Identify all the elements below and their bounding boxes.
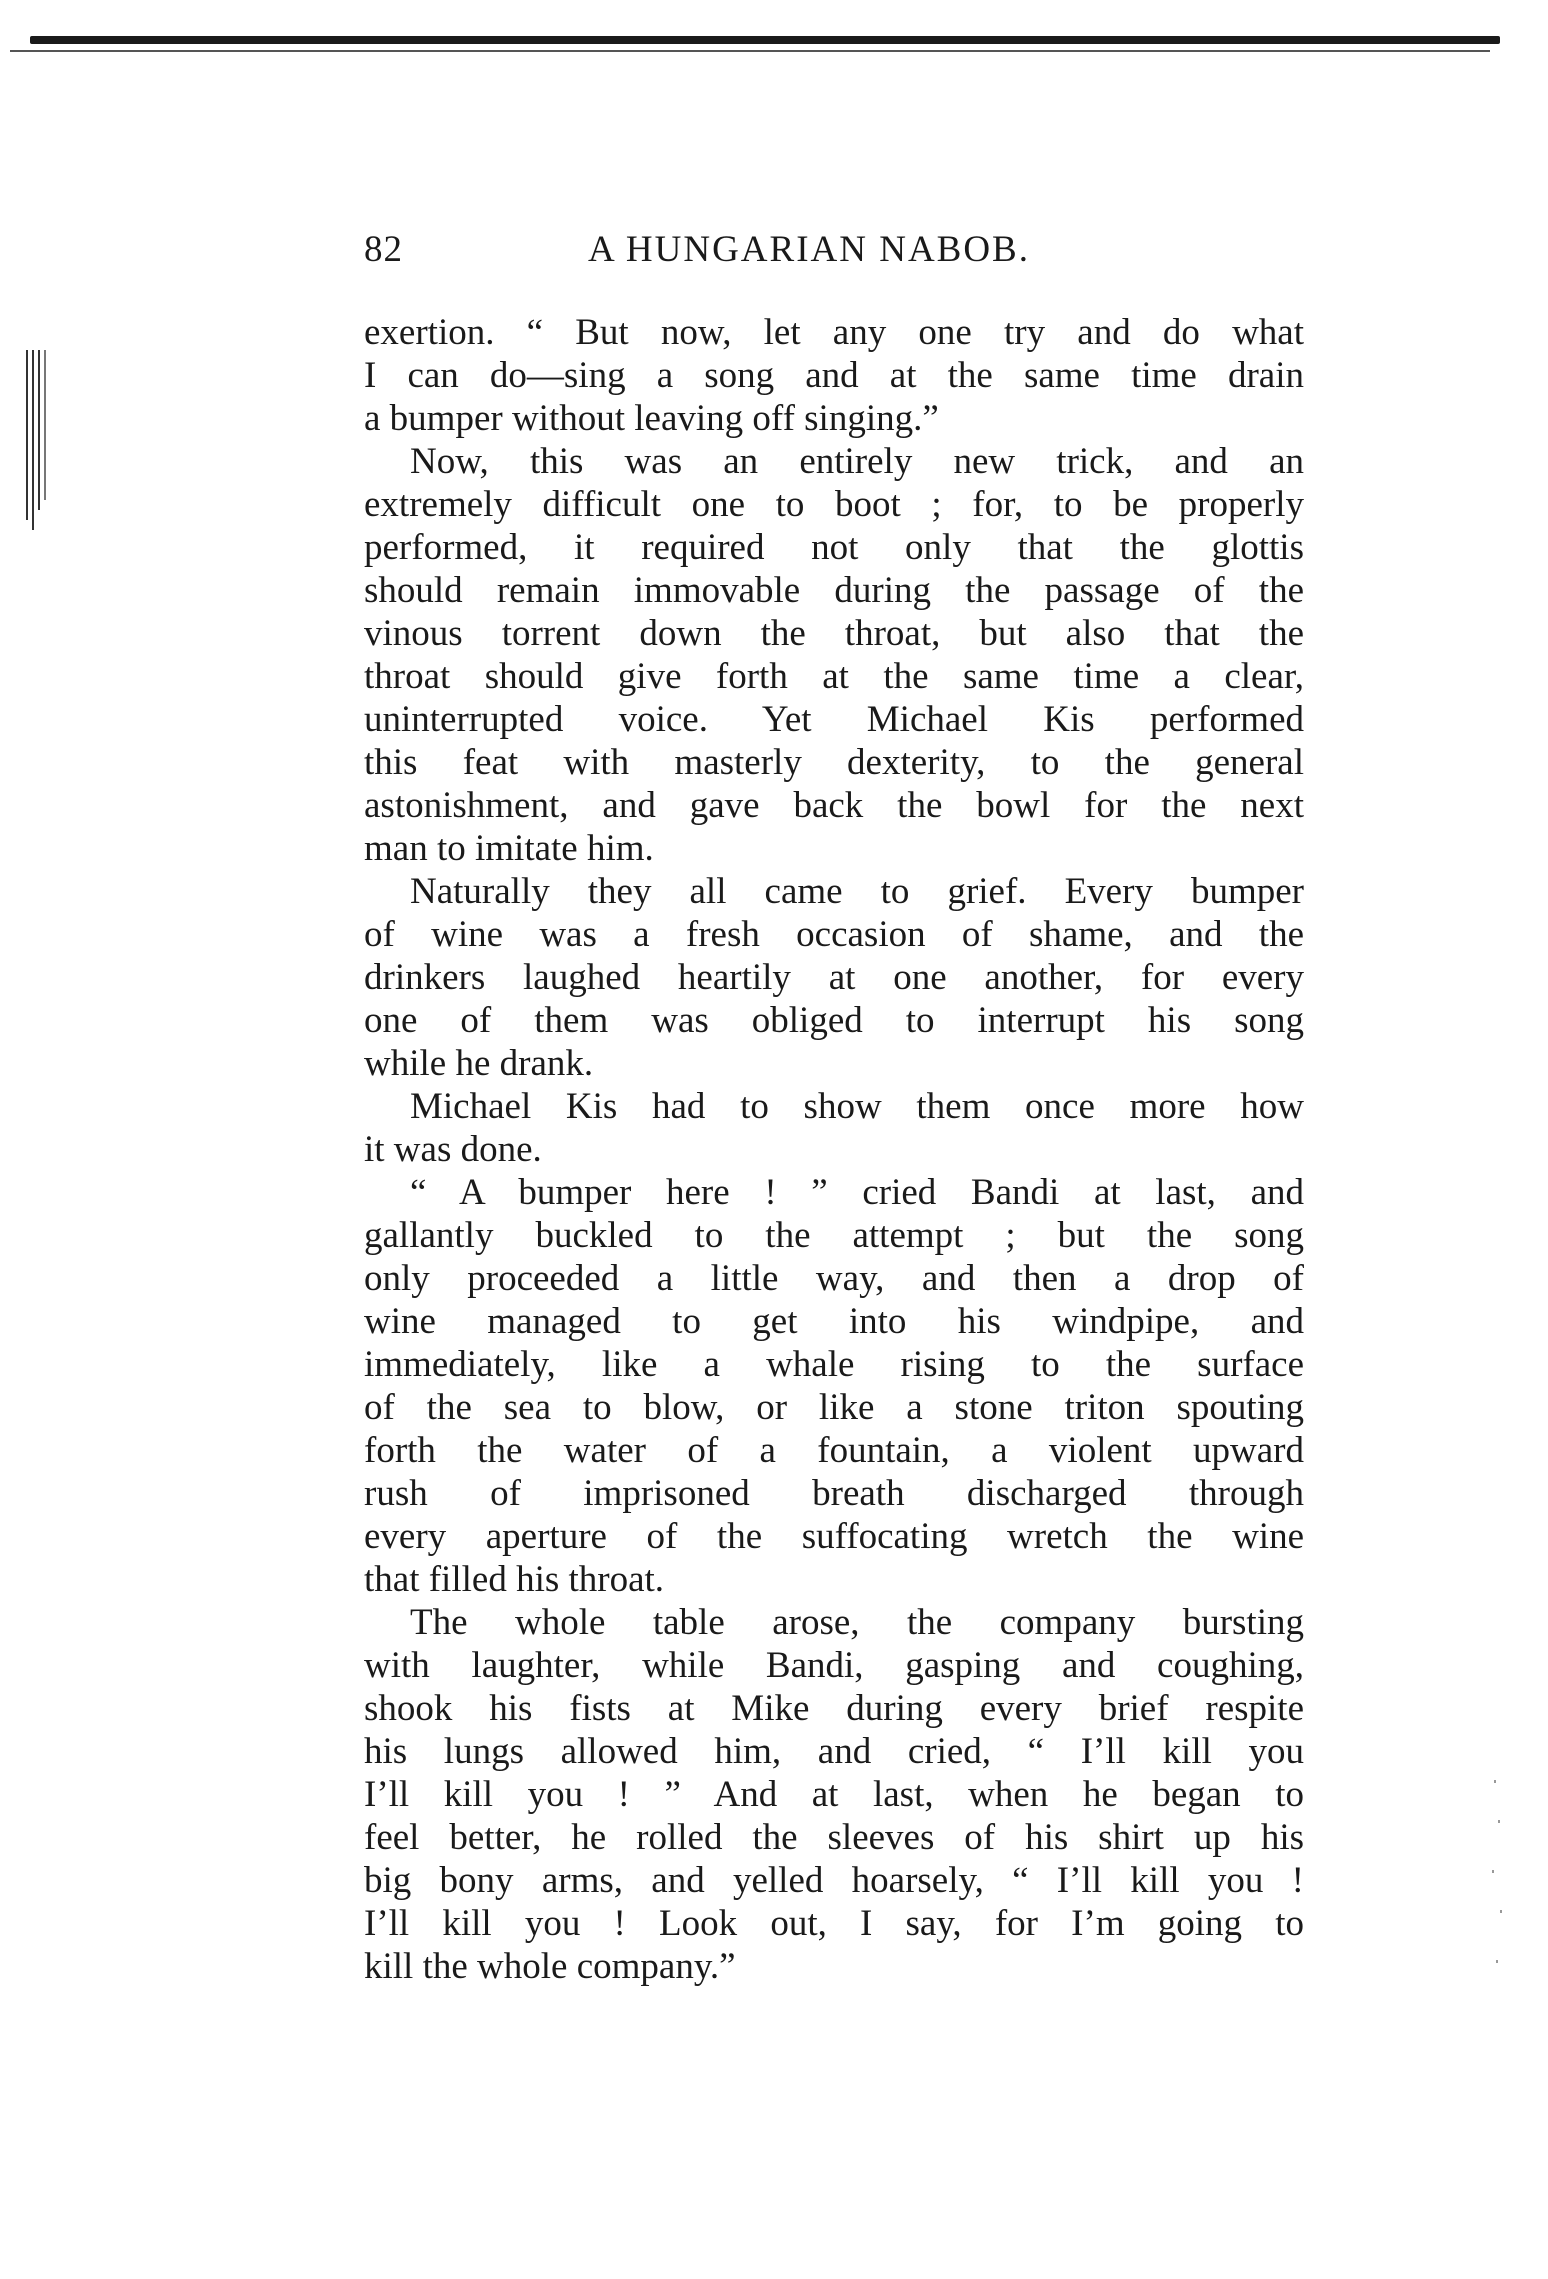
- text-line: one of them was obliged to interrupt his song: [364, 1000, 1304, 1041]
- text-line: Now, this was an entirely new trick, and an: [410, 441, 1304, 482]
- text-line: it was done.: [364, 1129, 542, 1170]
- text-line: only proceeded a little way, and then a drop of: [364, 1258, 1304, 1299]
- text-line: of the sea to blow, or like a stone triton spouting: [364, 1387, 1304, 1428]
- text-line: The whole table arose, the company bursting: [410, 1602, 1304, 1643]
- text-line: astonishment, and gave back the bowl for the next: [364, 785, 1304, 826]
- text-line: vinous torrent down the throat, but also that the: [364, 613, 1304, 654]
- text-line: shook his fists at Mike during every brief respite: [364, 1688, 1304, 1729]
- top-rule-thin: [10, 50, 1490, 52]
- text-line: big bony arms, and yelled hoarsely, “ I’ll kill you !: [364, 1860, 1304, 1901]
- margin-marks: [26, 350, 66, 530]
- top-rule: [30, 36, 1500, 44]
- text-line: Naturally they all came to grief. Every bumper: [410, 871, 1304, 912]
- text-line: of wine was a fresh occasion of shame, and the: [364, 914, 1304, 955]
- text-line: every aperture of the suffocating wretch the wine: [364, 1516, 1304, 1557]
- text-line: a bumper without leaving off singing.”: [364, 398, 939, 439]
- text-line: “ A bumper here ! ” cried Bandi at last, and: [410, 1172, 1304, 1213]
- text-line: gallantly buckled to the attempt ; but the song: [364, 1215, 1304, 1256]
- text-line: exertion. “ But now, let any one try and do what: [364, 312, 1304, 353]
- text-line: feel better, he rolled the sleeves of his shirt up his: [364, 1817, 1304, 1858]
- page-number: 82: [364, 229, 403, 270]
- text-line: that filled his throat.: [364, 1559, 665, 1600]
- text-line: performed, it required not only that the glottis: [364, 527, 1304, 568]
- text-line: extremely difficult one to boot ; for, to be properly: [364, 484, 1304, 525]
- text-line: rush of imprisoned breath discharged through: [364, 1473, 1304, 1514]
- text-line: forth the water of a fountain, a violent upward: [364, 1430, 1304, 1471]
- text-line: throat should give forth at the same time a clear,: [364, 656, 1304, 697]
- running-title: A HUNGARIAN NABOB.: [588, 229, 1030, 270]
- text-line: I’ll kill you ! ” And at last, when he began to: [364, 1774, 1304, 1815]
- text-line: this feat with masterly dexterity, to the general: [364, 742, 1304, 783]
- text-line: while he drank.: [364, 1043, 594, 1084]
- text-line: with laughter, while Bandi, gasping and coughing,: [364, 1645, 1304, 1686]
- text-line: uninterrupted voice. Yet Michael Kis performed: [364, 699, 1304, 740]
- paper-specks: [1490, 1780, 1510, 2000]
- text-line: wine managed to get into his windpipe, and: [364, 1301, 1304, 1342]
- text-line: drinkers laughed heartily at one another, for every: [364, 957, 1304, 998]
- text-line: kill the whole company.”: [364, 1946, 736, 1987]
- text-line: I can do—sing a song and at the same time drain: [364, 355, 1304, 396]
- text-line: Michael Kis had to show them once more how: [410, 1086, 1304, 1127]
- body-text: [364, 311, 1304, 1988]
- text-line: should remain immovable during the passage of the: [364, 570, 1304, 611]
- text-line: I’ll kill you ! Look out, I say, for I’m going to: [364, 1903, 1304, 1944]
- text-line: man to imitate him.: [364, 828, 654, 869]
- text-line: immediately, like a whale rising to the surface: [364, 1344, 1304, 1385]
- text-line: his lungs allowed him, and cried, “ I’ll kill you: [364, 1731, 1304, 1772]
- page-header: [364, 228, 1304, 278]
